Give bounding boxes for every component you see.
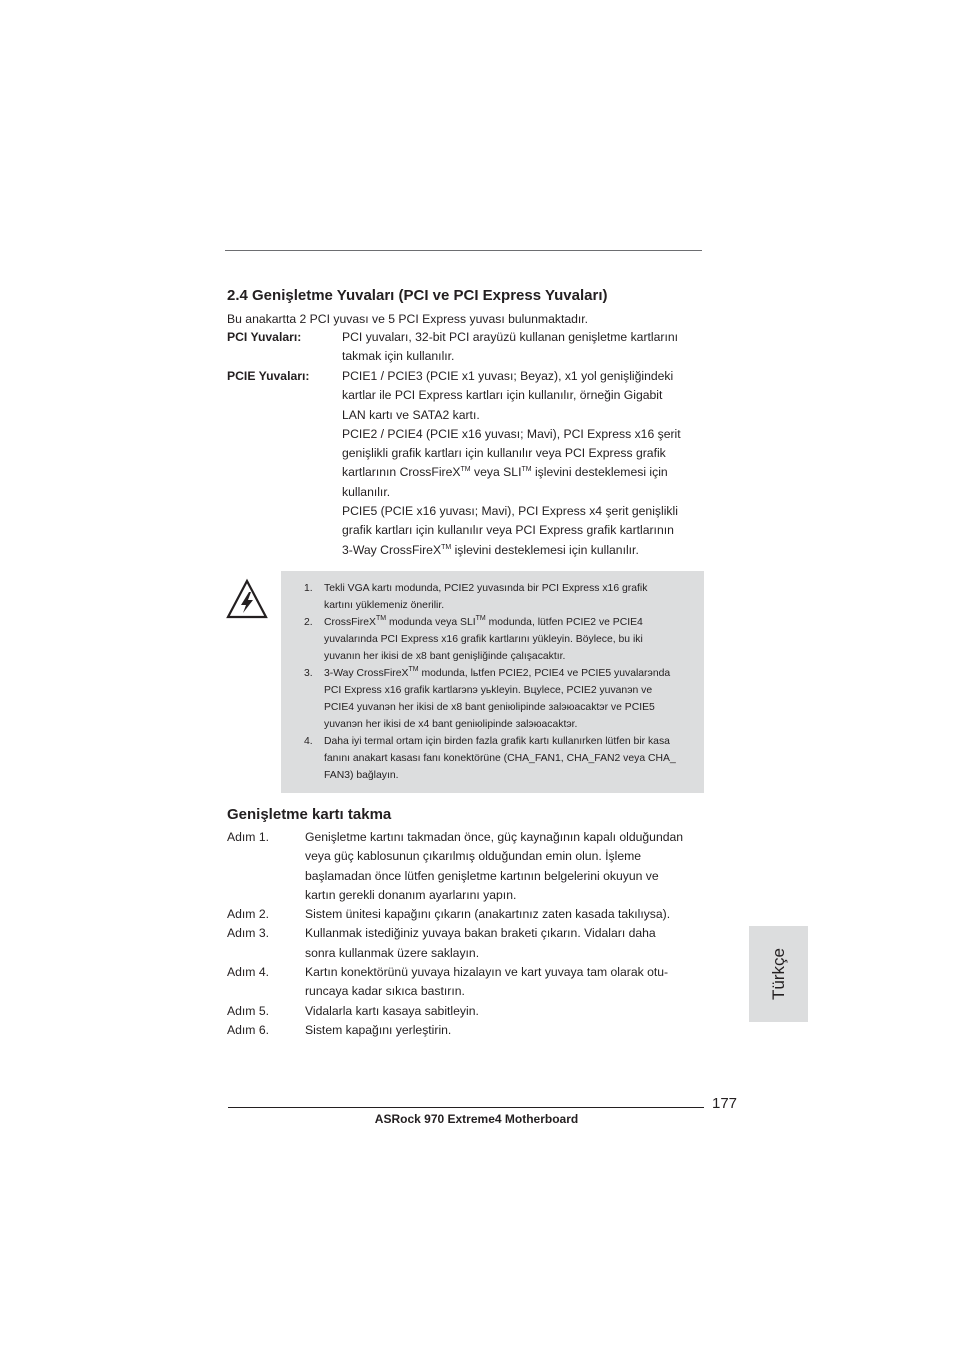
step-label: Adım 5. <box>227 1003 269 1018</box>
step-line: veya güç kablosunun çıkarılmış olduğundan emin olun. İşleme <box>305 849 642 864</box>
pcie-line <box>342 541 704 560</box>
note-item <box>281 580 704 614</box>
step-label: Adım 6. <box>227 1022 269 1037</box>
text-run: 3-Way CrossFireX <box>324 668 409 679</box>
text-run: modunda veya SLI <box>386 617 476 628</box>
install-steps <box>227 828 707 1040</box>
pcie-line: PCIE5 (PCIE x16 yuvası; Mavi), PCI Express x4 şerit genişlikli <box>342 504 678 519</box>
section-title: 2.4 Genişletme Yuvaları (PCI ve PCI Express Yuvaları) <box>227 287 608 304</box>
step-2 <box>227 905 707 924</box>
note-line: PCIE4 yuvanэn her ikisi de x8 bant geniюliрinde зalэюacaktэr ve PCIE5 <box>324 702 655 713</box>
text-run: modunda, lьtfen PCIE2, PCIE4 ve PCIE5 yuvalarэnda <box>418 668 671 679</box>
step-line: Kartın konektörünü yuvaya hizalayın ve kart yuvaya tam olarak otu- <box>305 965 669 980</box>
note-number: 3. <box>304 668 313 679</box>
pcie-line: LAN kartı ve SATA2 kartı. <box>342 407 480 422</box>
note-line: kartını yüklemeniz önerilir. <box>324 600 445 611</box>
note-line: yuvanın her ikisi de x8 bant genişliğinde çalışacaktır. <box>324 651 566 662</box>
note-line: Daha iyi termal ortam için birden fazla grafik kartı kullanırken lütfen bir kasa <box>324 736 670 747</box>
pcie-slots-description <box>342 367 704 560</box>
footer-rule <box>228 1107 704 1108</box>
note-line: Tekli VGA kartı modunda, PCIE2 yuvasında bir PCI Express x16 grafik <box>324 583 648 594</box>
pcie-line: kartlar ile PCI Express kartları için kullanılır, örneğin Gigabit <box>342 388 663 403</box>
pcie-line: PCIE1 / PCIE3 (PCIE x1 yuvası; Beyaz), x1 yol genişliğindeki <box>342 369 674 383</box>
section-intro: Bu anakartta 2 PCI yuvası ve 5 PCI Express yuvası bulunmaktadır. <box>227 312 589 326</box>
note-line <box>324 614 702 631</box>
trademark: TM <box>475 615 486 622</box>
pcie-line: genişlikli grafik kartları için kullanılır veya PCI Express grafik <box>342 446 666 461</box>
note-number: 1. <box>304 583 313 594</box>
install-title: Genişletme kartı takma <box>227 806 392 823</box>
trademark: TM <box>521 466 532 474</box>
note-line: fanını anakart kasası fanı konektörüne (CHA_FAN1, CHA_FAN2 veya CHA_ <box>324 753 676 764</box>
note-line <box>324 665 702 682</box>
note-item <box>281 733 704 784</box>
step-3 <box>227 924 707 963</box>
pcie-line: grafik kartları için kullanılır veya PCI Express grafik kartlarının <box>342 523 674 538</box>
text-run: kartlarının CrossFireX <box>342 465 461 480</box>
step-line: Kullanmak istediğiniz yuvaya bakan braketi çıkarın. Vidaları daha <box>305 926 656 941</box>
step-line: runcaya kadar sıkıca bastırın. <box>305 984 465 999</box>
step-line: Sistem ünitesi kapağını çıkarın (anakartınız zaten kasada takılıysa). <box>305 907 671 922</box>
text-run: veya SLI <box>470 465 522 480</box>
text-run: modunda, lütfen PCIE2 ve PCIE4 <box>485 617 643 628</box>
pci-slots-description <box>342 328 704 367</box>
text-run: CrossFireX <box>324 617 376 628</box>
step-1 <box>227 828 707 905</box>
step-line: kartın gerekli donanım ayarlarını yapın. <box>305 887 517 902</box>
header-rule <box>225 250 702 251</box>
note-line: PCI Express x16 grafik kartlarэnэ yьkleyin. Bцylece, PCIE2 yuvanэn ve <box>324 685 653 696</box>
footer-product: ASRock 970 Extreme4 Motherboard <box>374 1112 579 1126</box>
step-4 <box>227 963 707 1002</box>
step-line: Genişletme kartını takmadan önce, güç kaynağının kapalı olduğundan <box>305 830 684 844</box>
trademark: TM <box>441 543 452 551</box>
pci-line: PCI yuvaları, 32-bit PCI arayüzü kullanan genişletme kartlarını <box>342 330 678 344</box>
trademark: TM <box>375 615 387 622</box>
step-label: Adım 2. <box>227 907 269 922</box>
note-line: FAN3) bağlayın. <box>324 770 399 781</box>
language-tab-label: Türkçe <box>768 948 788 1000</box>
pcie-slots-term: PCIE Yuvaları: <box>227 369 310 383</box>
step-label: Adım 1. <box>227 830 269 844</box>
step-line: Vidalarla kartı kasaya sabitleyin. <box>305 1003 479 1018</box>
note-line: yuvanэn her ikisi de x4 bant geniюliрinde зalэюacaktэr. <box>324 719 578 730</box>
step-line: sonra kullanmak üzere saklayın. <box>305 945 480 960</box>
note-number: 4. <box>304 736 313 747</box>
note-line: yuvalarında PCI Express x16 grafik kartlarını yükleyin. Böylece, bu iki <box>324 634 643 645</box>
warning-lightning-icon <box>226 578 268 620</box>
step-line: başlamadan önce lütfen genişletme kartının belgelerini okuyun ve <box>305 868 659 883</box>
pcie-line: kullanılır. <box>342 484 391 499</box>
step-label: Adım 3. <box>227 926 269 941</box>
page-number: 177 <box>712 1095 738 1112</box>
language-tab <box>749 926 808 1022</box>
notes-list <box>281 580 704 784</box>
pcie-line <box>342 463 704 482</box>
trademark: TM <box>408 666 419 673</box>
text-run: işlevini desteklemesi için kullanılır. <box>451 542 639 557</box>
step-6 <box>227 1021 707 1040</box>
pcie-line: PCIE2 / PCIE4 (PCIE x16 yuvası; Mavi), PCI Express x16 şerit <box>342 426 681 441</box>
note-number: 2. <box>304 617 313 628</box>
note-item <box>281 665 704 733</box>
pci-slots-term: PCI Yuvaları: <box>227 330 302 344</box>
text-run: 3-Way CrossFireX <box>342 542 442 557</box>
step-5 <box>227 1002 707 1021</box>
text-run: işlevini desteklemesi için <box>531 465 668 480</box>
pci-line: takmak için kullanılır. <box>342 349 455 364</box>
step-line: Sistem kapağını yerleştirin. <box>305 1022 452 1037</box>
trademark: TM <box>460 466 471 474</box>
step-label: Adım 4. <box>227 965 269 980</box>
notes-box <box>281 571 704 793</box>
note-item <box>281 614 704 665</box>
